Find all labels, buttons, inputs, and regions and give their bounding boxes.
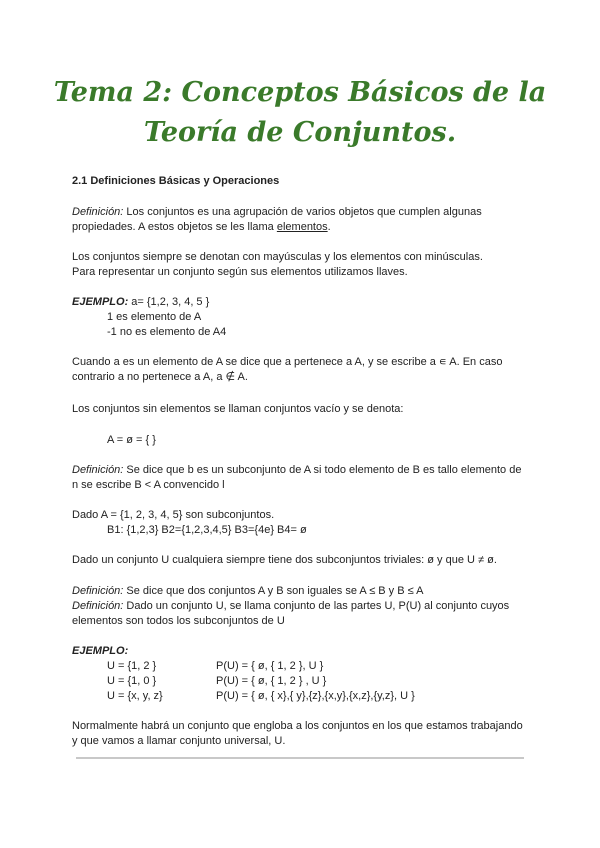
example-2-parts: P(U) = { ø, { 1, 2 }, U } <box>216 660 324 672</box>
example-1-line-3: -1 no es elemento de A4 <box>107 326 227 338</box>
definition-4-text: Dado un conjunto U, se llama conjunto de las partes U, P(U) al conjunto cuyos <box>123 600 510 612</box>
definition-1-line-1 <box>72 205 482 220</box>
definition-label: Definición: <box>72 464 124 476</box>
trivial-subsets: Dado un conjunto U cualquiera siempre tiene dos subconjuntos triviales: ø y que U ≠ ø. <box>72 554 497 566</box>
example-2-parts: P(U) = { ø, { x},{ y},{z},{x,y},{x,z},{y,z}, U } <box>216 690 415 702</box>
definition-2-line-1 <box>72 463 521 478</box>
example-2-label: EJEMPLO: <box>72 645 129 657</box>
example-label: EJEMPLO: <box>72 296 129 308</box>
example-1-header <box>72 295 209 310</box>
definition-2-text: Se dice que b es un subconjunto de A si todo elemento de B es tallo elemento de <box>123 464 522 476</box>
definition-3-text: Se dice que dos conjuntos A y B son iguales se A ≤ B y B ≤ A <box>123 585 424 597</box>
membership-line-2: contrario a no pertenece a A, a ∉ A. <box>72 371 248 383</box>
horizontal-divider <box>76 757 524 759</box>
definition-1-line-2 <box>72 220 331 235</box>
definition-4-line-1 <box>72 599 509 614</box>
notation-line-2: Para representar un conjunto según sus elementos utilizamos llaves. <box>72 266 408 278</box>
example-2-parts: P(U) = { ø, { 1, 2 } , U } <box>216 675 327 687</box>
notation-line-1: Los conjuntos siempre se denotan con mayúsculas y los elementos con minúsculas. <box>72 251 483 263</box>
definition-4-line-2: elementos son todos los subconjuntos de U <box>72 615 285 627</box>
definition-label: Definición: <box>72 600 124 612</box>
page-title-line-1: Tema 2: Conceptos Básicos de la <box>53 77 547 108</box>
subsets-line-1: Dado A = {1, 2, 3, 4, 5} son subconjuntos. <box>72 509 275 521</box>
example-1-line-2: 1 es elemento de A <box>107 311 202 323</box>
elementos-link[interactable]: elementos <box>276 221 328 233</box>
universal-set-line-2: y que vamos a llamar conjunto universal, U. <box>72 735 286 747</box>
definition-label: Definición: <box>72 585 124 597</box>
membership-line-1: Cuando a es un elemento de A se dice que a pertenece a A, y se escribe a ∊ A. En caso <box>72 356 503 368</box>
empty-set-formula: A = ø = { } <box>107 434 156 446</box>
subsets-line-2: B1: {1,2,3} B2={1,2,3,4,5} B3={4e} B4= ø <box>107 524 307 536</box>
example-1-set: a= {1,2, 3, 4, 5 } <box>128 296 210 308</box>
definition-1-period: . <box>327 221 331 233</box>
example-2-set: U = {1, 0 } <box>107 675 157 687</box>
universal-set-line-1: Normalmente habrá un conjunto que engloba a los conjuntos en los que estamos trabajando <box>72 720 523 732</box>
example-2-set: U = {1, 2 } <box>107 660 157 672</box>
definition-label: Definición: <box>72 206 124 218</box>
page-title-line-2: Teoría de Conjuntos. <box>143 117 457 148</box>
definition-1-text-2: propiedades. A estos objetos se les llama <box>72 221 277 233</box>
empty-set-line-1: Los conjuntos sin elementos se llaman conjuntos vacío y se denota: <box>72 403 404 415</box>
example-2-set: U = {x, y, z} <box>107 690 163 702</box>
definition-2-line-2: n se escribe B < A convencido l <box>72 479 225 491</box>
section-heading: 2.1 Definiciones Básicas y Operaciones <box>72 175 280 187</box>
definition-1-text: Los conjuntos es una agrupación de varios objetos que cumplen algunas <box>123 206 482 218</box>
definition-3 <box>72 584 423 599</box>
